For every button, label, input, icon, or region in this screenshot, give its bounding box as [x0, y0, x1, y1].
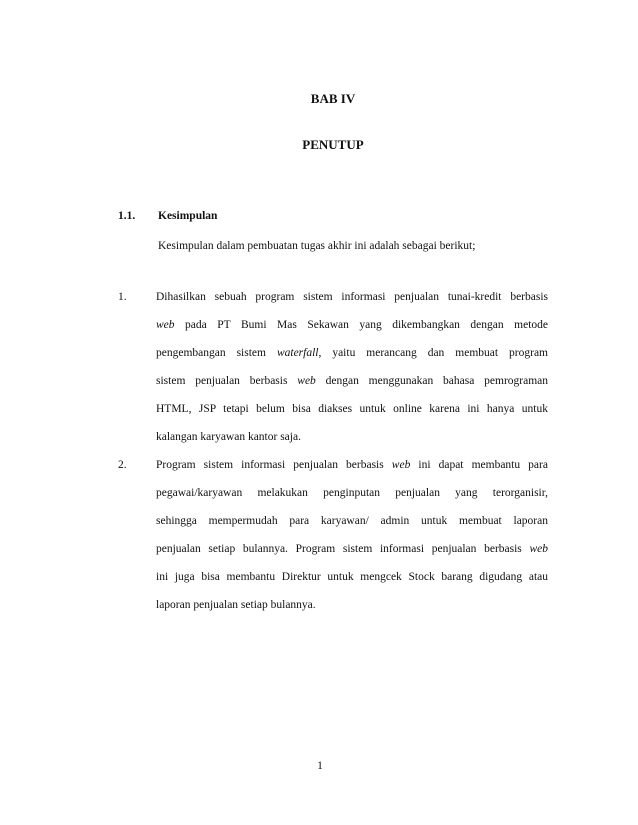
item-number-1: 1. [118, 291, 127, 303]
item-2-line-6: laporan penjualan setiap bulannya. [156, 599, 316, 611]
intro-text: Kesimpulan dalam pembuatan tugas akhir ini adalah sebagai berikut; [158, 240, 476, 252]
item-1-line-2: web pada PT Bumi Mas Sekawan yang dikembangkan dengan metode [156, 319, 548, 331]
item-1-line-1: Dihasilkan sebuah program sistem informasi penjualan tunai-kredit berbasis [156, 291, 548, 303]
section-number: 1.1. [118, 210, 136, 222]
chapter-title: PENUTUP [302, 137, 364, 152]
item-2-line-4: penjualan setiap bulannya. Program sistem informasi penjualan berbasis web [156, 543, 548, 555]
item-number-2: 2. [118, 459, 127, 471]
item-2-line-1: Program sistem informasi penjualan berbasis web ini dapat membantu para [156, 459, 548, 471]
item-1-line-6: kalangan karyawan kantor saja. [156, 431, 301, 443]
chapter-heading: BAB IV [310, 91, 356, 106]
section-title: Kesimpulan [158, 210, 218, 222]
item-1-line-3: pengembangan sistem waterfall, yaitu merancang dan membuat program [156, 347, 548, 359]
page-number: 1 [317, 760, 323, 772]
item-2-line-2: pegawai/karyawan melakukan penginputan penjualan yang terorganisir, [156, 487, 548, 499]
item-1-line-5: HTML, JSP tetapi belum bisa diakses untuk online karena ini hanya untuk [156, 403, 548, 415]
item-2-line-3: sehingga mempermudah para karyawan/ admin untuk membuat laporan [156, 515, 548, 527]
item-2-line-5: ini juga bisa membantu Direktur untuk mengcek Stock barang digudang atau [156, 571, 548, 583]
item-1-line-4: sistem penjualan berbasis web dengan menggunakan bahasa pemrograman [156, 375, 549, 387]
